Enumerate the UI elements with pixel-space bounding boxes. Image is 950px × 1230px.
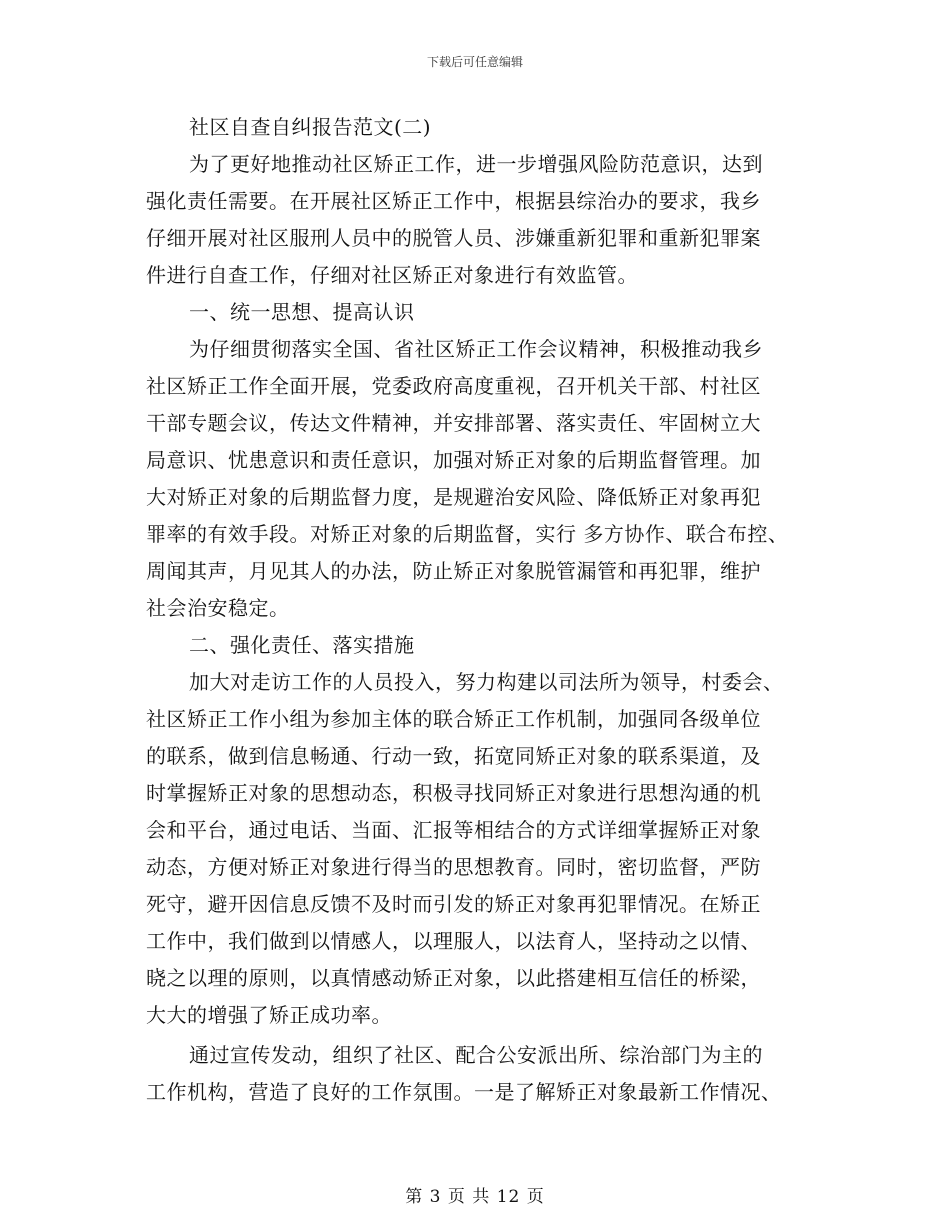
paragraph-line: 死守，避开因信息反馈不及时而引发的矫正对象再犯罪情况。在矫正 xyxy=(146,892,761,916)
paragraph-line: 为了更好地推动社区矫正工作，进一步增强风险防范意识，达到 xyxy=(189,152,763,176)
paragraph-line: 强化责任需要。在开展社区矫正工作中，根据县综治办的要求，我乡 xyxy=(146,189,761,213)
paragraph-line: 社区矫正工作全面开展，党委政府高度重视，召开机关干部、村社区 xyxy=(146,374,761,398)
page-number-footer: 第 3 页 共 12 页 xyxy=(405,1187,545,1207)
paragraph-line: 局意识、忧患意识和责任意识，加强对矫正对象的后期监督管理。加 xyxy=(146,448,761,472)
paragraph-line: 仔细开展对社区服刑人员中的脱管人员、涉嫌重新犯罪和重新犯罪案 xyxy=(146,226,761,250)
paragraph-line: 社区矫正工作小组为参加主体的联合矫正工作机制，加强同各级单位 xyxy=(146,707,761,731)
paragraph-line: 大大的增强了矫正成功率。 xyxy=(146,1003,392,1027)
paragraph-line: 件进行自查工作，仔细对社区矫正对象进行有效监管。 xyxy=(146,263,638,287)
document-title: 社区自查自纠报告范文(二) xyxy=(189,115,432,139)
paragraph-line: 工作中，我们做到以情感人，以理服人，以法育人，坚持动之以情、 xyxy=(146,929,761,953)
paragraph-line: 晓之以理的原则，以真情感动矫正对象，以此搭建相互信任的桥梁， xyxy=(146,966,761,990)
paragraph-line: 时掌握矫正对象的思想动态，积极寻找同矫正对象进行思想沟通的机 xyxy=(146,781,761,805)
paragraph-line: 周闻其声，月见其人的办法，防止矫正对象脱管漏管和再犯罪，维护 xyxy=(146,559,761,583)
paragraph-line: 的联系，做到信息畅通、行动一致，拓宽同矫正对象的联系渠道，及 xyxy=(146,744,761,768)
page-header-note: 下载后可任意编辑 xyxy=(426,55,523,69)
paragraph-line: 会和平台，通过电话、当面、汇报等相结合的方式详细掌握矫正对象 xyxy=(146,818,761,842)
section-heading: 二、强化责任、落实措施 xyxy=(189,633,415,657)
paragraph-line: 为仔细贯彻落实全国、省社区矫正工作会议精神，积极推动我乡 xyxy=(189,337,763,361)
paragraph-line: 工作机构，营造了良好的工作氛围。一是了解矫正对象最新工作情况、 xyxy=(146,1080,782,1104)
paragraph-line: 大对矫正对象的后期监督力度，是规避治安风险、降低矫正对象再犯 xyxy=(146,485,761,509)
paragraph-line: 社会治安稳定。 xyxy=(146,596,290,620)
paragraph-line: 通过宣传发动，组织了社区、配合公安派出所、综治部门为主的 xyxy=(189,1043,763,1067)
section-heading: 一、统一思想、提高认识 xyxy=(189,300,415,324)
paragraph-line: 罪率的有效手段。对矫正对象的后期监督，实行 多方协作、联合布控、 xyxy=(146,522,789,546)
paragraph-line: 动态，方便对矫正对象进行得当的思想教育。同时，密切监督，严防 xyxy=(146,855,761,879)
paragraph-line: 加大对走访工作的人员投入，努力构建以司法所为领导，村委会、 xyxy=(189,670,784,694)
paragraph-line: 干部专题会议，传达文件精神，并安排部署、落实责任、牢固树立大 xyxy=(146,411,761,435)
